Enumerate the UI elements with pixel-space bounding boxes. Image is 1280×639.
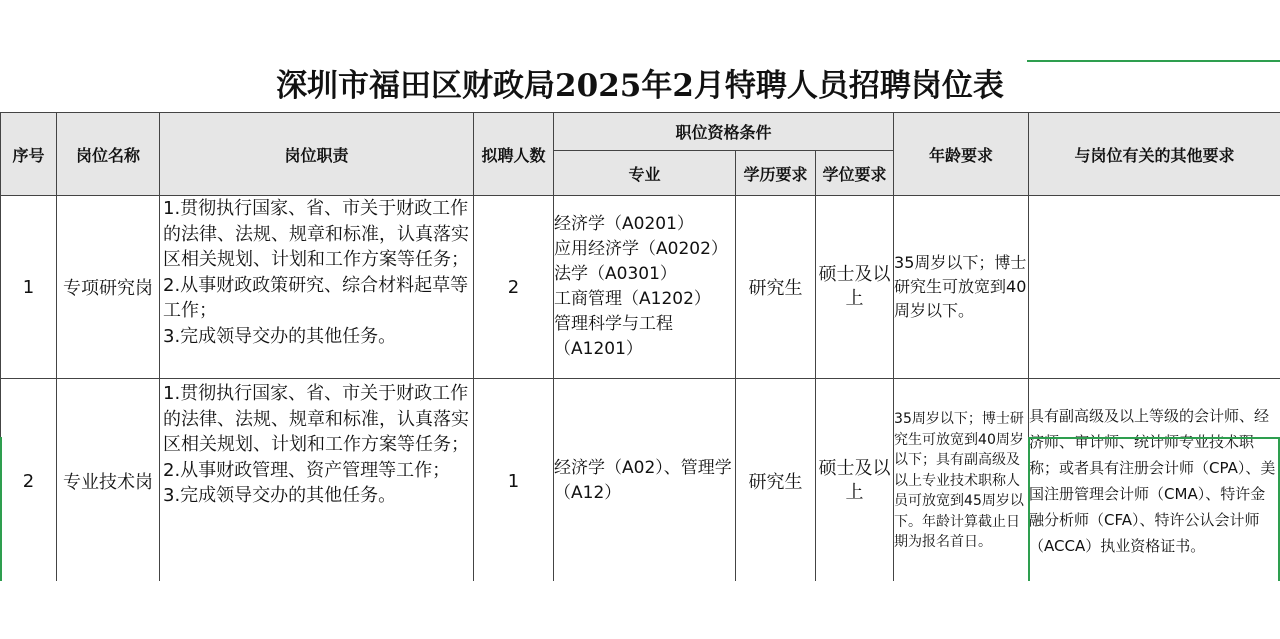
header-seq: 序号 bbox=[1, 113, 57, 196]
header-degree: 学位要求 bbox=[816, 151, 894, 196]
row-major: 经济学（A0201） 应用经济学（A0202） 法学（A0301） 工商管理（A1202） 管理科学与工程（A1201） bbox=[554, 196, 736, 379]
header-qualifications: 职位资格条件 bbox=[554, 113, 894, 151]
row-count: 1 bbox=[474, 379, 554, 582]
row-count: 2 bbox=[474, 196, 554, 379]
row-post-name: 专业技术岗 bbox=[57, 379, 160, 582]
row-age: 35周岁以下；博士研究生可放宽到40周岁以下。 bbox=[894, 196, 1029, 379]
row-other bbox=[1029, 196, 1280, 379]
cell-selection-edge bbox=[1027, 60, 1280, 62]
header-education: 学历要求 bbox=[736, 151, 816, 196]
row-duties-cell bbox=[160, 379, 474, 582]
row-degree: 硕士及以上 bbox=[816, 196, 894, 379]
row-seq: 1 bbox=[1, 196, 57, 379]
header-count: 拟聘人数 bbox=[474, 113, 554, 196]
selection-left-edge bbox=[0, 437, 2, 581]
row-education: 研究生 bbox=[736, 196, 816, 379]
header-post-name: 岗位名称 bbox=[57, 113, 160, 196]
recruitment-table bbox=[0, 112, 1280, 581]
header-age: 年龄要求 bbox=[894, 113, 1029, 196]
table-title: 深圳市福田区财政局2025年2月特聘人员招聘岗位表 bbox=[0, 60, 1280, 113]
row-degree: 硕士及以上 bbox=[816, 379, 894, 582]
row-duties: 1.贯彻执行国家、省、市关于财政工作的法律、法规、规章和标准，认真落实区相关规划、计划和工作方案等任务； 2.从事财政政策研究、综合材料起草等工作； 3.完成领导交办的其他任务。 bbox=[163, 198, 469, 347]
row-seq: 2 bbox=[1, 379, 57, 582]
header-other: 与岗位有关的其他要求 bbox=[1029, 113, 1280, 196]
row-age: 35周岁以下；博士研究生可放宽到40周岁以下；具有副高级及以上专业技术职称人员可放宽到45周岁以下。年龄计算截止日期为报名首日。 bbox=[894, 379, 1029, 582]
header-duties: 岗位职责 bbox=[160, 113, 474, 196]
row-duties: 1.贯彻执行国家、省、市关于财政工作的法律、法规、规章和标准，认真落实区相关规划、计划和工作方案等任务； 2.从事财政管理、资产管理等工作； 3.完成领导交办的其他任务。 bbox=[163, 383, 469, 506]
row-other: 具有副高级及以上等级的会计师、经济师、审计师、统计师专业技术职称；或者具有注册会计师（CPA）、美国注册管理会计师（CMA）、特许金融分析师（CFA）、特许公认会计师（ACCA）执业资格证书。 bbox=[1029, 379, 1280, 582]
table-row bbox=[1, 379, 1280, 582]
row-duties-cell bbox=[160, 196, 474, 379]
header-major: 专业 bbox=[554, 151, 736, 196]
row-post-name: 专项研究岗 bbox=[57, 196, 160, 379]
table-row bbox=[1, 196, 1280, 379]
spreadsheet bbox=[0, 60, 1280, 581]
row-major: 经济学（A02）、管理学（A12） bbox=[554, 379, 736, 582]
row-education: 研究生 bbox=[736, 379, 816, 582]
